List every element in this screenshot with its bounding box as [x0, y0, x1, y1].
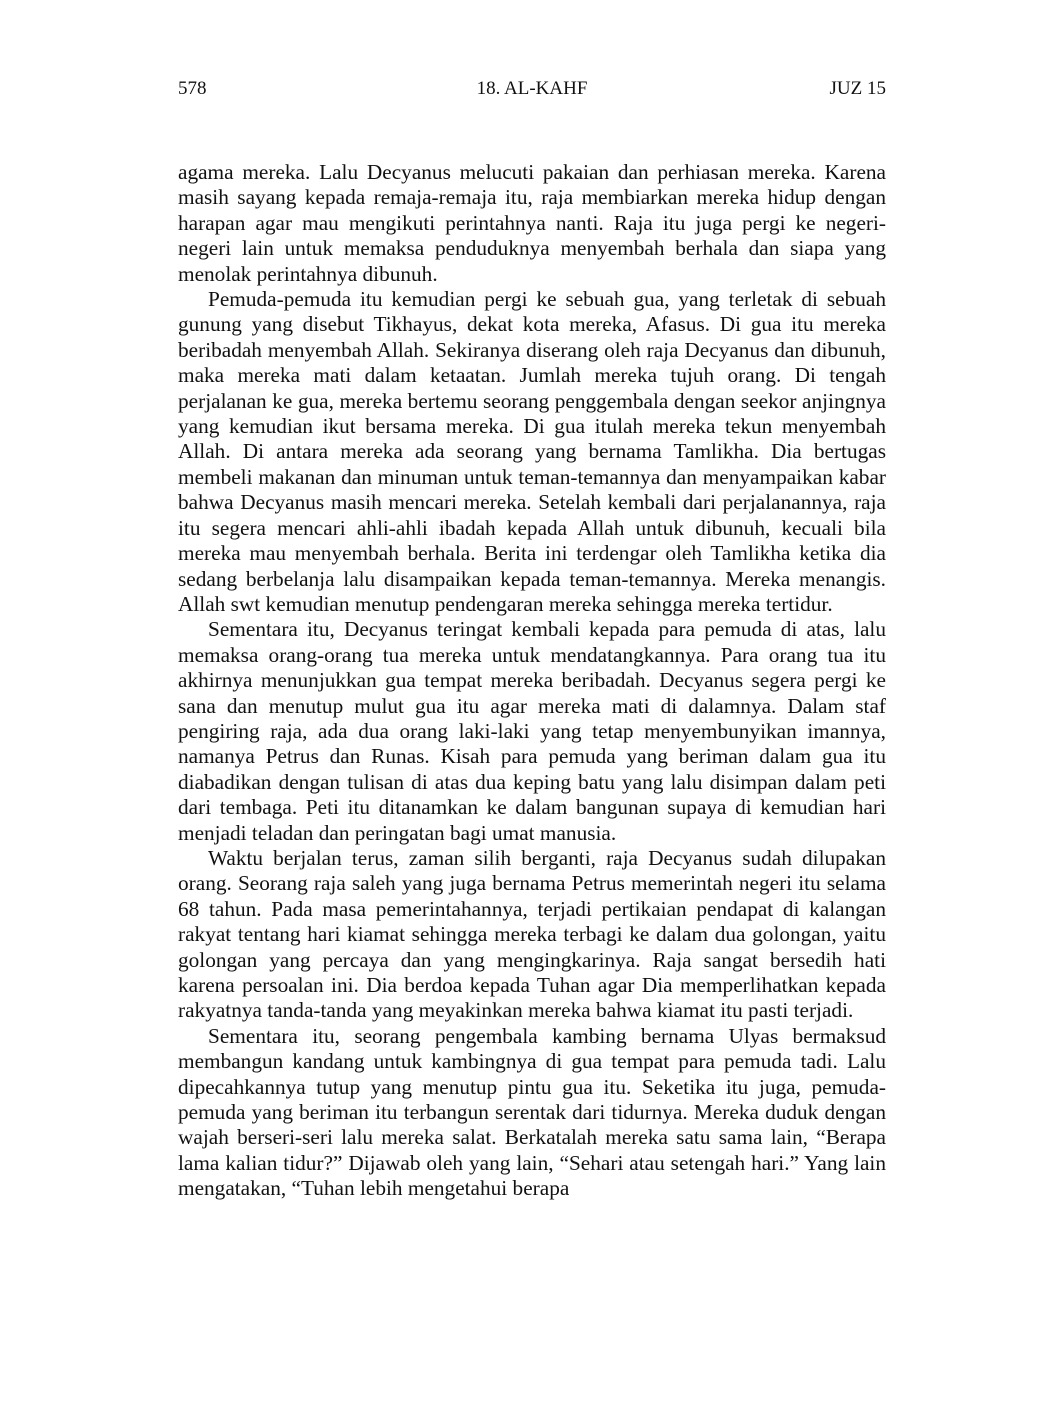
paragraph: Sementara itu, Decyanus teringat kembali kepada para pemuda di atas, lalu memaksa orang-orang tua mereka untuk mendatangkannya. Para orang tua itu akhirnya menunjukkan gua tempat mereka beribadah. Decyanus segera pergi ke sana dan menutup mulut gua itu agar mereka mati di dalamnya. Dalam staf pengiring raja, ada dua orang laki-laki yang tetap menyembunyikan imannya, namanya Petrus dan Runas. Kisah para pemuda yang beriman dalam gua itu diabadikan dengan tulisan di atas dua keping batu yang lalu disimpan dalam peti dari tembaga. Peti itu ditanamkan ke dalam bangunan supaya di kemudian hari menjadi teladan dan peringatan bagi umat manusia.	[178, 617, 886, 845]
paragraph: Sementara itu, seorang pengembala kambing bernama Ulyas bermaksud membangun kandang untuk kambingnya di gua tempat para pemuda tadi. Lalu dipecahkannya tutup yang menutup pintu gua itu. Seketika itu juga, pemuda-pemuda yang beriman itu terbangun serentak dari tidurnya. Mereka duduk dengan wajah berseri-seri lalu mereka salat. Berkatalah mereka satu sama lain, “Berapa lama kalian tidur?” Dijawab oleh yang lain, “Sehari atau setengah hari.” Yang lain mengatakan, “Tuhan lebih mengetahui berapa	[178, 1023, 886, 1201]
paragraph-continuation: agama mereka. Lalu Decyanus melucuti pakaian dan perhiasan mereka. Karena masih sayang kepada remaja-remaja itu, raja membiarkan mereka hidup dengan harapan agar mau mengikuti perintahnya nanti. Raja itu juga pergi ke negeri-negeri lain untuk memaksa penduduknya menyembah berhala dan siapa yang menolak perintahnya dibunuh.	[178, 160, 886, 286]
paragraph: Waktu berjalan terus, zaman silih berganti, raja Decyanus sudah dilupakan orang. Seorang raja saleh yang juga bernama Petrus memerintah negeri itu selama 68 tahun. Pada masa pemerintahannya, terjadi pertikaian pendapat di kalangan rakyat tentang hari kiamat sehingga mereka terbagi ke dalam dua golongan, yaitu golongan yang percaya dan yang mengingkarinya. Raja sangat bersedih hati karena persoalan ini. Dia berdoa kepada Tuhan agar Dia memperlihatkan kepada rakyatnya tanda-tanda yang meyakinkan mereka bahwa kiamat itu pasti terjadi.	[178, 845, 886, 1023]
page-number: 578	[178, 78, 207, 99]
juz-label: JUZ 15	[829, 78, 886, 99]
running-header	[178, 76, 886, 102]
paragraph: Pemuda-pemuda itu kemudian pergi ke sebuah gua, yang terletak di sebuah gunung yang disebut Tikhayus, dekat kota mereka, Afasus. Di gua itu mereka beribadah menyembah Allah. Sekiranya diserang oleh raja Decyanus dan dibunuh, maka mereka mati dalam ketaatan. Jumlah mereka tujuh orang. Di tengah perjalanan ke gua, mereka bertemu seorang penggembala dengan seekor anjingnya yang kemudian ikut bersama mereka. Di gua itulah mereka tekun menyembah Allah. Di antara mereka ada seorang yang bernama Tamlikha. Dia bertugas membeli makanan dan minuman untuk teman-temannya dan menyampaikan kabar bahwa Decyanus masih mencari mereka. Setelah kembali dari perjalanannya, raja itu segera mencari ahli-ahli ibadah kepada Allah untuk dibunuh, kecuali bila mereka mau menyembah berhala. Berita ini terdengar oleh Tamlikha ketika dia sedang berbelanja lalu disampaikan kepada teman-temannya. Mereka menangis. Allah swt kemudian menutup pendengaran mereka sehingga mereka tertidur.	[178, 287, 886, 616]
surah-title: 18. AL-KAHF	[476, 78, 588, 99]
body-text	[178, 160, 886, 1202]
